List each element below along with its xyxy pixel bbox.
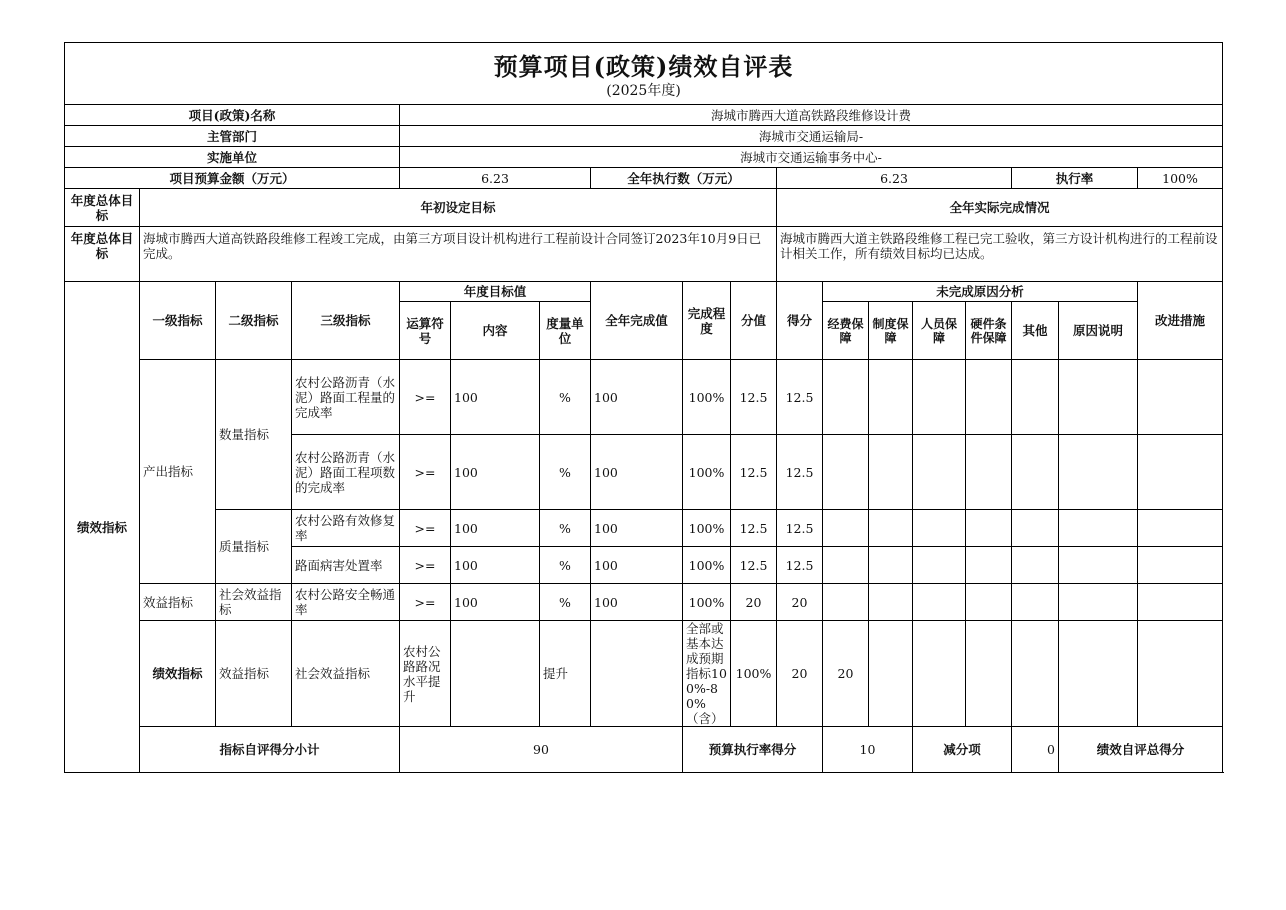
explain-header: 原因说明 (1059, 302, 1138, 360)
quantity-indicator: 数量指标 (216, 360, 292, 510)
row-content: 100 (451, 547, 540, 584)
other-header: 其他 (1012, 302, 1059, 360)
row-rate: 100% (683, 584, 731, 621)
budget-score-value: 10 (823, 727, 913, 773)
row-actual: 100 (591, 547, 683, 584)
output-indicator: 产出指标 (140, 360, 216, 584)
row-name: 农村公路沥青（水泥）路面工程项数的完成率 (292, 435, 400, 510)
staff-header: 人员保障 (913, 302, 966, 360)
row-got: 20 (823, 621, 869, 727)
social-benefit-indicator-2: 社会效益指标 (292, 621, 400, 727)
score-header: 分值 (731, 282, 777, 360)
subtotal-value: 90 (400, 727, 683, 773)
perf-indicator-label-2: 绩效指标 (140, 621, 216, 727)
level1-header: 一级指标 (140, 282, 216, 360)
deduct-label: 减分项 (913, 727, 1012, 773)
row-name: 农村公路路况水平提升 (400, 621, 451, 727)
deduct-value: 0 (1012, 727, 1059, 773)
actual-goal-text: 海城市腾西大道主铁路段维修工程已完工验收，第三方设计机构进行的工程前设计相关工作，所有绩效目标均已达成。 (777, 227, 1223, 282)
row-content: 100 (451, 584, 540, 621)
initial-goal-header: 年初设定目标 (140, 189, 777, 227)
row-unit: % (540, 510, 591, 547)
initial-goal-text: 海城市腾西大道高铁路段维修工程竣工完成，由第三方项目设计机构进行工程前设计合同签订2023年10月9日已完成。 (140, 227, 777, 282)
row-score: 12.5 (731, 510, 777, 547)
project-name-label: 项目(政策)名称 (65, 105, 400, 126)
budget-label: 项目预算金额（万元） (65, 168, 400, 189)
annual-target-header: 年度目标值 (400, 282, 591, 302)
row-score: 12.5 (731, 360, 777, 435)
row-got: 20 (777, 584, 823, 621)
dept-value: 海城市交通运输局- (400, 126, 1223, 147)
row-got: 12.5 (777, 435, 823, 510)
completion-header: 完成程度 (683, 282, 731, 360)
row-name: 农村公路安全畅通率 (292, 584, 400, 621)
row-actual: 全部或基本达成预期指标100%-80%（含） (683, 621, 731, 727)
funding-header: 经费保障 (823, 302, 869, 360)
row-unit: % (540, 547, 591, 584)
row-score: 12.5 (731, 547, 777, 584)
row-rate: 100% (683, 360, 731, 435)
unit-label: 实施单位 (65, 147, 400, 168)
row-content: 100 (451, 510, 540, 547)
year-subtitle: (2025年度) (606, 82, 681, 99)
unit-value: 海城市交通运输事务中心- (400, 147, 1223, 168)
exec-value: 6.23 (777, 168, 1012, 189)
operator-header: 运算符号 (400, 302, 451, 360)
row-name: 农村公路有效修复率 (292, 510, 400, 547)
quality-indicator: 质量指标 (216, 510, 292, 584)
actual-goal-header: 全年实际完成情况 (777, 189, 1223, 227)
row-name: 路面病害处置率 (292, 547, 400, 584)
unit-header: 度量单位 (540, 302, 591, 360)
row-rate: 100% (683, 435, 731, 510)
row-unit: % (540, 360, 591, 435)
social-benefit-indicator: 社会效益指标 (216, 584, 292, 621)
row-operator: >= (400, 510, 451, 547)
benefit-indicator-2: 效益指标 (216, 621, 292, 727)
goals-row-label-2: 年度总体目标 (65, 227, 140, 282)
budget-value: 6.23 (400, 168, 591, 189)
row-got: 12.5 (777, 510, 823, 547)
dept-label: 主管部门 (65, 126, 400, 147)
row-name: 农村公路沥青（水泥）路面工程量的完成率 (292, 360, 400, 435)
row-rate: 100% (683, 547, 731, 584)
content-header: 内容 (451, 302, 540, 360)
row-rate: 100% (731, 621, 777, 727)
row-rate: 100% (683, 510, 731, 547)
got-header: 得分 (777, 282, 823, 360)
improve-header: 改进措施 (1138, 282, 1223, 360)
row-operator (451, 621, 540, 727)
row-operator: >= (400, 435, 451, 510)
row-unit: % (540, 435, 591, 510)
rate-label: 执行率 (1012, 168, 1138, 189)
row-actual: 100 (591, 510, 683, 547)
page-title: 预算项目(政策)绩效自评表 (493, 51, 794, 81)
self-evaluation-table (64, 42, 1223, 773)
level3-header: 三级指标 (292, 282, 400, 360)
row-content: 100 (451, 360, 540, 435)
row-score: 20 (731, 584, 777, 621)
hardware-header: 硬件条件保障 (966, 302, 1012, 360)
row-unit: % (540, 584, 591, 621)
row-operator: >= (400, 584, 451, 621)
reasons-header: 未完成原因分析 (823, 282, 1138, 302)
rate-value: 100% (1138, 168, 1223, 189)
exec-label: 全年执行数（万元） (591, 168, 777, 189)
row-score: 20 (777, 621, 823, 727)
goals-row-label: 年度总体目标 (65, 189, 140, 227)
row-got: 12.5 (777, 360, 823, 435)
benefit-indicator: 效益指标 (140, 584, 216, 621)
row-content: 提升 (540, 621, 591, 727)
level2-header: 二级指标 (216, 282, 292, 360)
perf-indicator-label: 绩效指标 (65, 282, 140, 773)
row-score: 12.5 (731, 435, 777, 510)
subtotal-label: 指标自评得分小计 (140, 727, 400, 773)
title-block (65, 43, 1223, 105)
row-operator: >= (400, 547, 451, 584)
full-year-header: 全年完成值 (591, 282, 683, 360)
row-got: 12.5 (777, 547, 823, 584)
row-actual: 100 (591, 435, 683, 510)
row-actual: 100 (591, 360, 683, 435)
budget-score-label: 预算执行率得分 (683, 727, 823, 773)
project-name-value: 海城市腾西大道高铁路段维修设计费 (400, 105, 1223, 126)
total-score-label: 绩效自评总得分 (1059, 727, 1223, 773)
system-header: 制度保障 (869, 302, 913, 360)
row-content: 100 (451, 435, 540, 510)
row-actual: 100 (591, 584, 683, 621)
row-operator: >= (400, 360, 451, 435)
row-unit (591, 621, 683, 727)
